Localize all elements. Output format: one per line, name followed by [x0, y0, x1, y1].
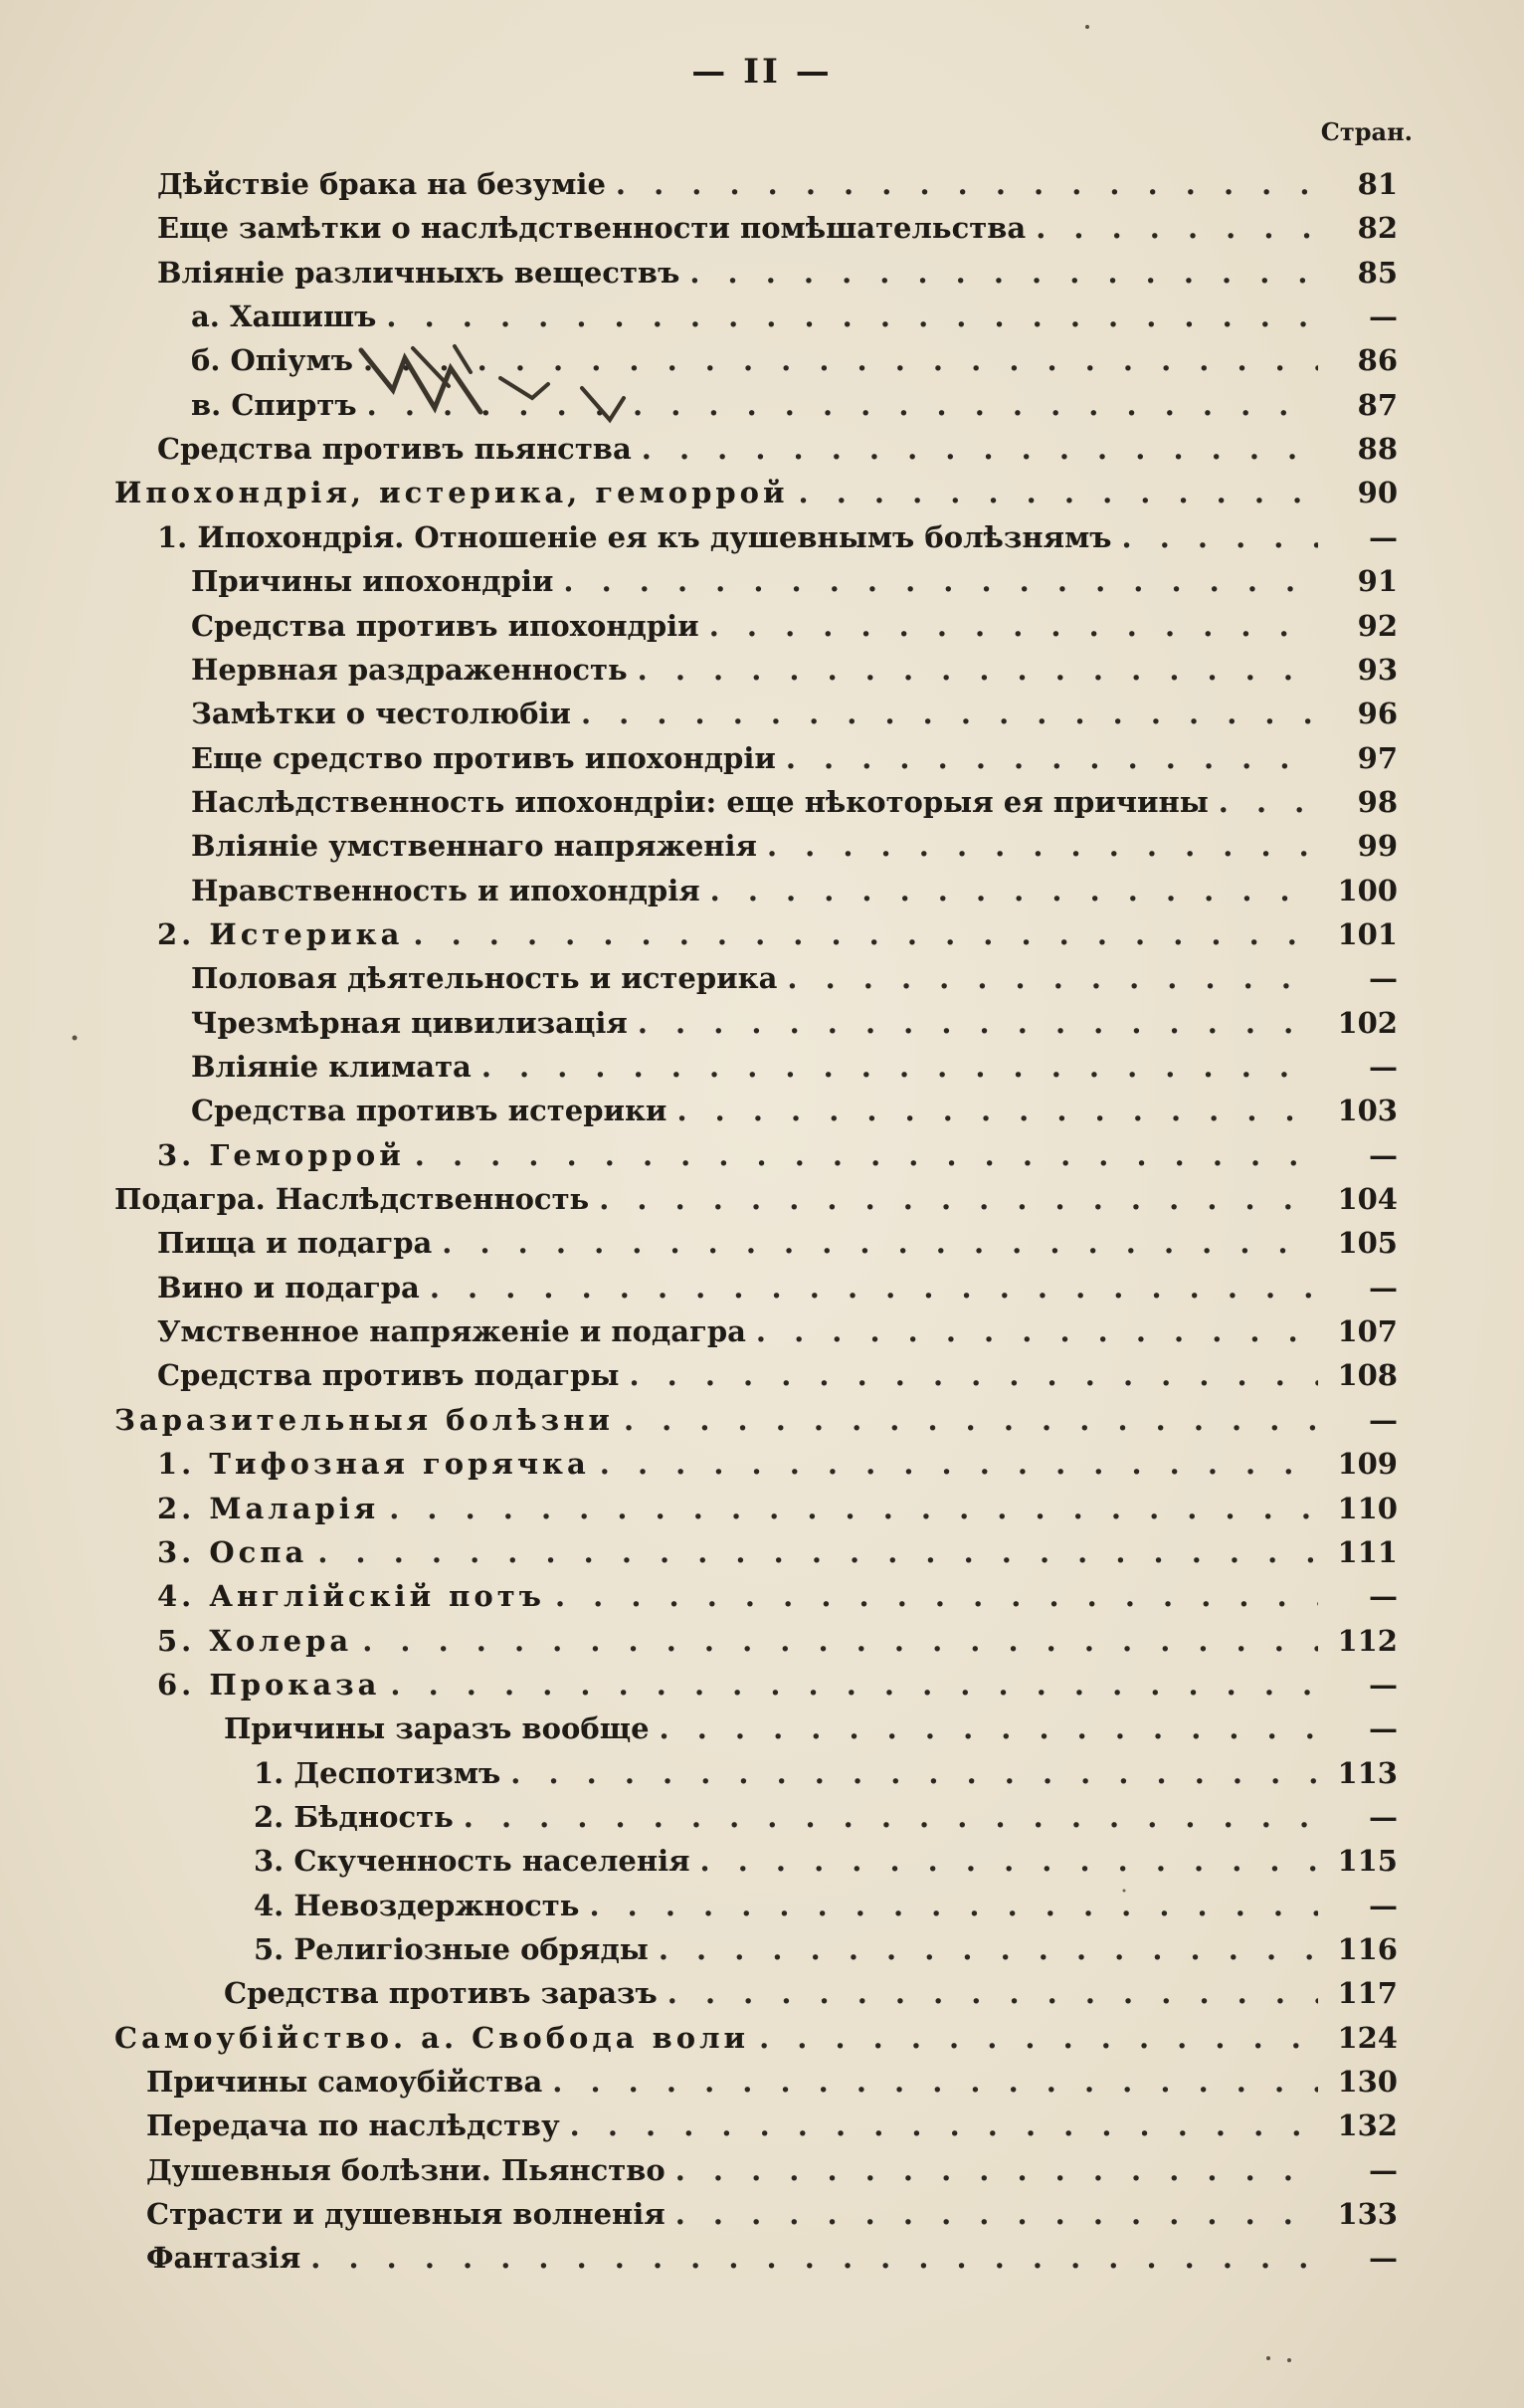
toc-entry-title: в. Спиртъ	[191, 387, 357, 422]
toc-entry-title: Чрезмѣрная цивилизація	[191, 1005, 628, 1040]
toc-entry-page: 92	[1357, 608, 1398, 643]
toc-entry-page: 115	[1337, 1844, 1398, 1879]
toc-entry-page: 96	[1357, 697, 1398, 731]
toc-entry-title: 3. Оспа	[157, 1534, 308, 1569]
toc-entry-page: 105	[1337, 1226, 1398, 1261]
toc-entry-title: Подагра. Наслѣдственность	[114, 1182, 590, 1217]
toc-entry-page: —	[1369, 1050, 1398, 1084]
toc-entry-title: 3. Скученность населенія	[254, 1844, 690, 1879]
toc-entry-title: 6. Проказа	[157, 1667, 381, 1702]
toc-entry-page: 98	[1357, 784, 1398, 819]
toc-entry-title: Нравственность и ипохондрія	[191, 873, 700, 907]
toc-entry-page: 104	[1337, 1182, 1398, 1217]
toc-entry-title: 5. Холера	[157, 1623, 353, 1658]
toc-entry-title: 1. Тифозная горячка	[157, 1447, 590, 1482]
toc-entry-title: 5. Религіозные обряды	[254, 1932, 649, 1966]
toc-entry-title: Средства противъ подагры	[157, 1358, 620, 1393]
toc-entry-page: 86	[1357, 343, 1398, 378]
toc-entry-title: 2. Маларія	[157, 1491, 380, 1525]
toc-entry-page: —	[1369, 2241, 1398, 2276]
toc-entry-title: Вино и подагра	[157, 1270, 420, 1304]
toc-entry-title: Причины самоубійства	[146, 2065, 543, 2100]
toc-entry-title: Умственное напряженіе и подагра	[157, 1314, 746, 1349]
toc-entry-title: б. Опіумъ	[191, 343, 354, 378]
toc-entry-page: —	[1369, 1137, 1398, 1172]
toc-entry-page: 124	[1337, 2020, 1398, 2055]
toc-entry-title: 3. Геморрой	[157, 1137, 405, 1172]
toc-entry-page: 113	[1337, 1755, 1398, 1790]
toc-entry-page: —	[1369, 1888, 1398, 1922]
toc-entry-title: Еще средство противъ ипохондріи	[191, 740, 776, 775]
page-column-header: Стран.	[1320, 117, 1413, 146]
toc-entry-page: 81	[1357, 167, 1398, 201]
toc-entry-title: 1. Ипохондрія. Отношеніе ея къ душевнымъ болѣзнямъ	[157, 519, 1112, 554]
toc-entry-title: Дѣйствіе брака на безуміе	[157, 167, 606, 201]
toc-entry-page: 116	[1337, 1932, 1398, 1966]
toc-entry-title: Страсти и душевныя волненія	[146, 2197, 666, 2232]
toc-entry-title: 2. Истерика	[157, 916, 404, 951]
toc-entry-title: Вліяніе умственнаго напряженія	[191, 829, 757, 864]
toc-entry-title: Душевныя болѣзни. Пьянство	[146, 2152, 666, 2187]
toc-entry-page: 87	[1357, 387, 1398, 422]
toc-entry-title: Средства противъ заразъ	[224, 1976, 658, 2011]
toc-entry-page: 101	[1337, 916, 1398, 951]
toc-entry-title: Самоубійство. а. Свобода воли	[114, 2020, 750, 2055]
toc-entry-page: 103	[1337, 1094, 1398, 1128]
page-number-header: — II —	[691, 52, 833, 92]
toc-entry-title: Причины ипохондріи	[191, 564, 554, 599]
toc-entry-page: 100	[1337, 873, 1398, 907]
toc-entry-page: 88	[1357, 432, 1398, 467]
toc-entry-title: 4. Невоздержность	[254, 1888, 580, 1922]
toc-entry-page: —	[1369, 1270, 1398, 1304]
toc-entry-title: Замѣтки о честолюбіи	[191, 697, 571, 731]
toc-entry-title: Фантазія	[146, 2241, 301, 2276]
toc-entry-page: —	[1369, 1667, 1398, 1702]
toc-entry-title: 1. Деспотизмъ	[254, 1755, 501, 1790]
toc-entry-page: 82	[1357, 211, 1398, 246]
toc-entry-page: 133	[1337, 2197, 1398, 2232]
toc-entry-title: Пища и подагра	[157, 1226, 433, 1261]
toc-entry-page: —	[1369, 961, 1398, 996]
toc-entry-page: 111	[1337, 1534, 1398, 1569]
toc-entry-title: Вліяніе различныхъ веществъ	[157, 255, 680, 290]
toc-entry-page: —	[1369, 1799, 1398, 1834]
toc-entry-page: 112	[1337, 1623, 1398, 1658]
toc-entry-page: —	[1369, 1711, 1398, 1746]
toc-entry-page: 97	[1357, 740, 1398, 775]
toc-entry-page: —	[1369, 2152, 1398, 2187]
toc-entry-page: 107	[1337, 1314, 1398, 1349]
toc-entry-title: Средства противъ пьянства	[157, 432, 632, 467]
toc-entry-page: 108	[1337, 1358, 1398, 1393]
toc-entry-title: 4. Англійскій потъ	[157, 1579, 545, 1614]
toc-entry-page: 85	[1357, 255, 1398, 290]
toc-entry-page: 99	[1357, 829, 1398, 864]
toc-entry-page: —	[1369, 300, 1398, 334]
toc-entry-page: 91	[1357, 564, 1398, 599]
toc-entry-page: 110	[1337, 1491, 1398, 1525]
toc-entry-title: Нервная раздраженность	[191, 652, 628, 687]
toc-entry-title: а. Хашишъ	[191, 300, 377, 334]
toc-entry-title: Причины заразъ вообще	[224, 1711, 650, 1746]
toc-entry-title: Вліяніе климата	[191, 1050, 472, 1084]
toc-entry-page: 117	[1337, 1976, 1398, 2011]
toc-entry-page: —	[1369, 519, 1398, 554]
toc-entry-title: Средства противъ истерики	[191, 1094, 667, 1128]
toc-entry-title: Средства противъ ипохондріи	[191, 608, 699, 643]
toc-entry-title: 2. Бѣдность	[254, 1799, 454, 1834]
toc-entry-page: 93	[1357, 652, 1398, 687]
toc-entry-page: —	[1369, 1402, 1398, 1437]
toc-entry-page: 102	[1337, 1005, 1398, 1040]
toc-entry-page: 130	[1337, 2065, 1398, 2100]
toc-entry-title: Еще замѣтки о наслѣдственности помѣшательства	[157, 211, 1027, 246]
toc-entry-page: 109	[1337, 1447, 1398, 1482]
toc-entry-title: Передача по наслѣдству	[146, 2108, 560, 2143]
toc-entry-title: Половая дѣятельность и истерика	[191, 961, 778, 996]
toc-entry-page: —	[1369, 1579, 1398, 1614]
toc-entry-title: Ипохондрія, истерика, геморрой	[114, 476, 789, 510]
toc-entry-page: 90	[1357, 476, 1398, 510]
toc-entry-title: Наслѣдственность ипохондріи: еще нѣкоторыя ея причины	[191, 784, 1209, 819]
toc-entry-title: Заразительныя болѣзни	[114, 1402, 614, 1437]
toc-entry-page: 132	[1337, 2108, 1398, 2143]
